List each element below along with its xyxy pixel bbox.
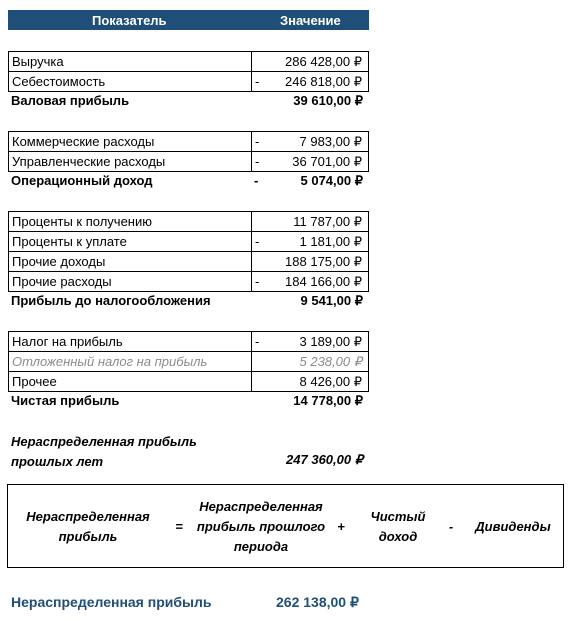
table-row — [8, 72, 369, 92]
other-items-block — [8, 211, 369, 292]
table-row — [8, 232, 369, 252]
formula-text: Чистый — [370, 509, 426, 524]
revenue-block — [8, 51, 369, 92]
formula-term-retained — [20, 507, 156, 547]
row-label: Прочие расходы — [12, 274, 112, 289]
pretax-profit-row — [8, 291, 369, 310]
table-row — [8, 272, 369, 292]
header-value: Значение — [280, 13, 341, 28]
formula-term-net — [360, 507, 436, 547]
row-value: 184 166,00 ₽ — [285, 274, 362, 289]
tax-block — [8, 331, 369, 392]
retained-prev-value: 247 360,00 ₽ — [286, 452, 363, 467]
table-row — [8, 52, 369, 72]
row-label: Выручка — [12, 54, 64, 69]
row-label: Проценты к получению — [12, 214, 152, 229]
formula-term-dividends: Дивиденды — [475, 519, 551, 534]
total-value: 39 610,00 ₽ — [293, 93, 363, 108]
row-sign: - — [255, 334, 260, 349]
row-label: Себестоимость — [12, 74, 106, 89]
retained-prev-label — [11, 432, 197, 472]
formula-text: прибыль прошлого — [196, 519, 326, 534]
formula-minus: - — [448, 519, 454, 534]
formula-plus: + — [337, 519, 345, 534]
table-row — [8, 332, 369, 352]
row-label: Прочее — [12, 374, 57, 389]
formula-term-prev — [191, 497, 331, 557]
table-row — [8, 352, 369, 372]
total-value: 14 778,00 ₽ — [293, 393, 363, 408]
row-sign: - — [255, 74, 260, 89]
row-label: Управленческие расходы — [12, 154, 166, 169]
formula-text: Нераспределенная — [26, 509, 150, 524]
expenses-block — [8, 131, 369, 172]
row-value: 36 701,00 ₽ — [292, 154, 362, 169]
total-label: Чистая прибыль — [11, 393, 120, 408]
retained-prev-line2: прошлых лет — [11, 454, 104, 469]
table-row — [8, 152, 369, 172]
row-value: 3 189,00 ₽ — [299, 334, 362, 349]
table-row — [8, 212, 369, 232]
row-value: 1 181,00 ₽ — [299, 234, 362, 249]
formula-equals: = — [175, 519, 183, 534]
row-sign: - — [255, 134, 260, 149]
final-value: 262 138,00 ₽ — [276, 594, 359, 610]
row-label: Налог на прибыль — [12, 334, 123, 349]
row-value: 5 238,00 ₽ — [299, 354, 362, 369]
table-row — [8, 252, 369, 272]
total-label: Прибыль до налогообложения — [11, 293, 211, 308]
row-value: 11 787,00 ₽ — [293, 214, 362, 229]
formula-text: периода — [233, 539, 289, 554]
retained-prev-line1: Нераспределенная прибыль — [11, 434, 197, 449]
row-label: Прочие доходы — [12, 254, 106, 269]
formula-text: Нераспределенная — [199, 499, 323, 514]
row-sign: - — [255, 274, 260, 289]
header-indicator: Показатель — [92, 13, 167, 28]
total-value: 5 074,00 ₽ — [300, 173, 363, 188]
row-value: 7 983,00 ₽ — [299, 134, 362, 149]
total-label: Операционный доход — [11, 173, 153, 188]
row-sign: - — [255, 234, 260, 249]
net-profit-row — [8, 391, 369, 410]
total-sign: - — [254, 173, 259, 188]
row-value: 188 175,00 ₽ — [285, 254, 362, 269]
formula-text: прибыль — [58, 529, 118, 544]
row-label: Проценты к уплате — [12, 234, 127, 249]
total-value: 9 541,00 ₽ — [300, 293, 363, 308]
row-sign: - — [255, 154, 260, 169]
row-label: Коммерческие расходы — [12, 134, 155, 149]
table-header — [8, 10, 369, 30]
total-label: Валовая прибыль — [11, 93, 130, 108]
row-label: Отложенный налог на прибыль — [12, 354, 208, 369]
row-value: 8 426,00 ₽ — [299, 374, 362, 389]
operating-income-row — [8, 171, 369, 190]
gross-profit-row — [8, 91, 369, 110]
row-value: 246 818,00 ₽ — [285, 74, 362, 89]
table-row — [8, 132, 369, 152]
row-value: 286 428,00 ₽ — [285, 54, 362, 69]
formula-box — [7, 484, 564, 568]
final-label: Нераспределенная прибыль — [11, 594, 212, 610]
formula-text: доход — [378, 529, 418, 544]
table-row — [8, 372, 369, 392]
